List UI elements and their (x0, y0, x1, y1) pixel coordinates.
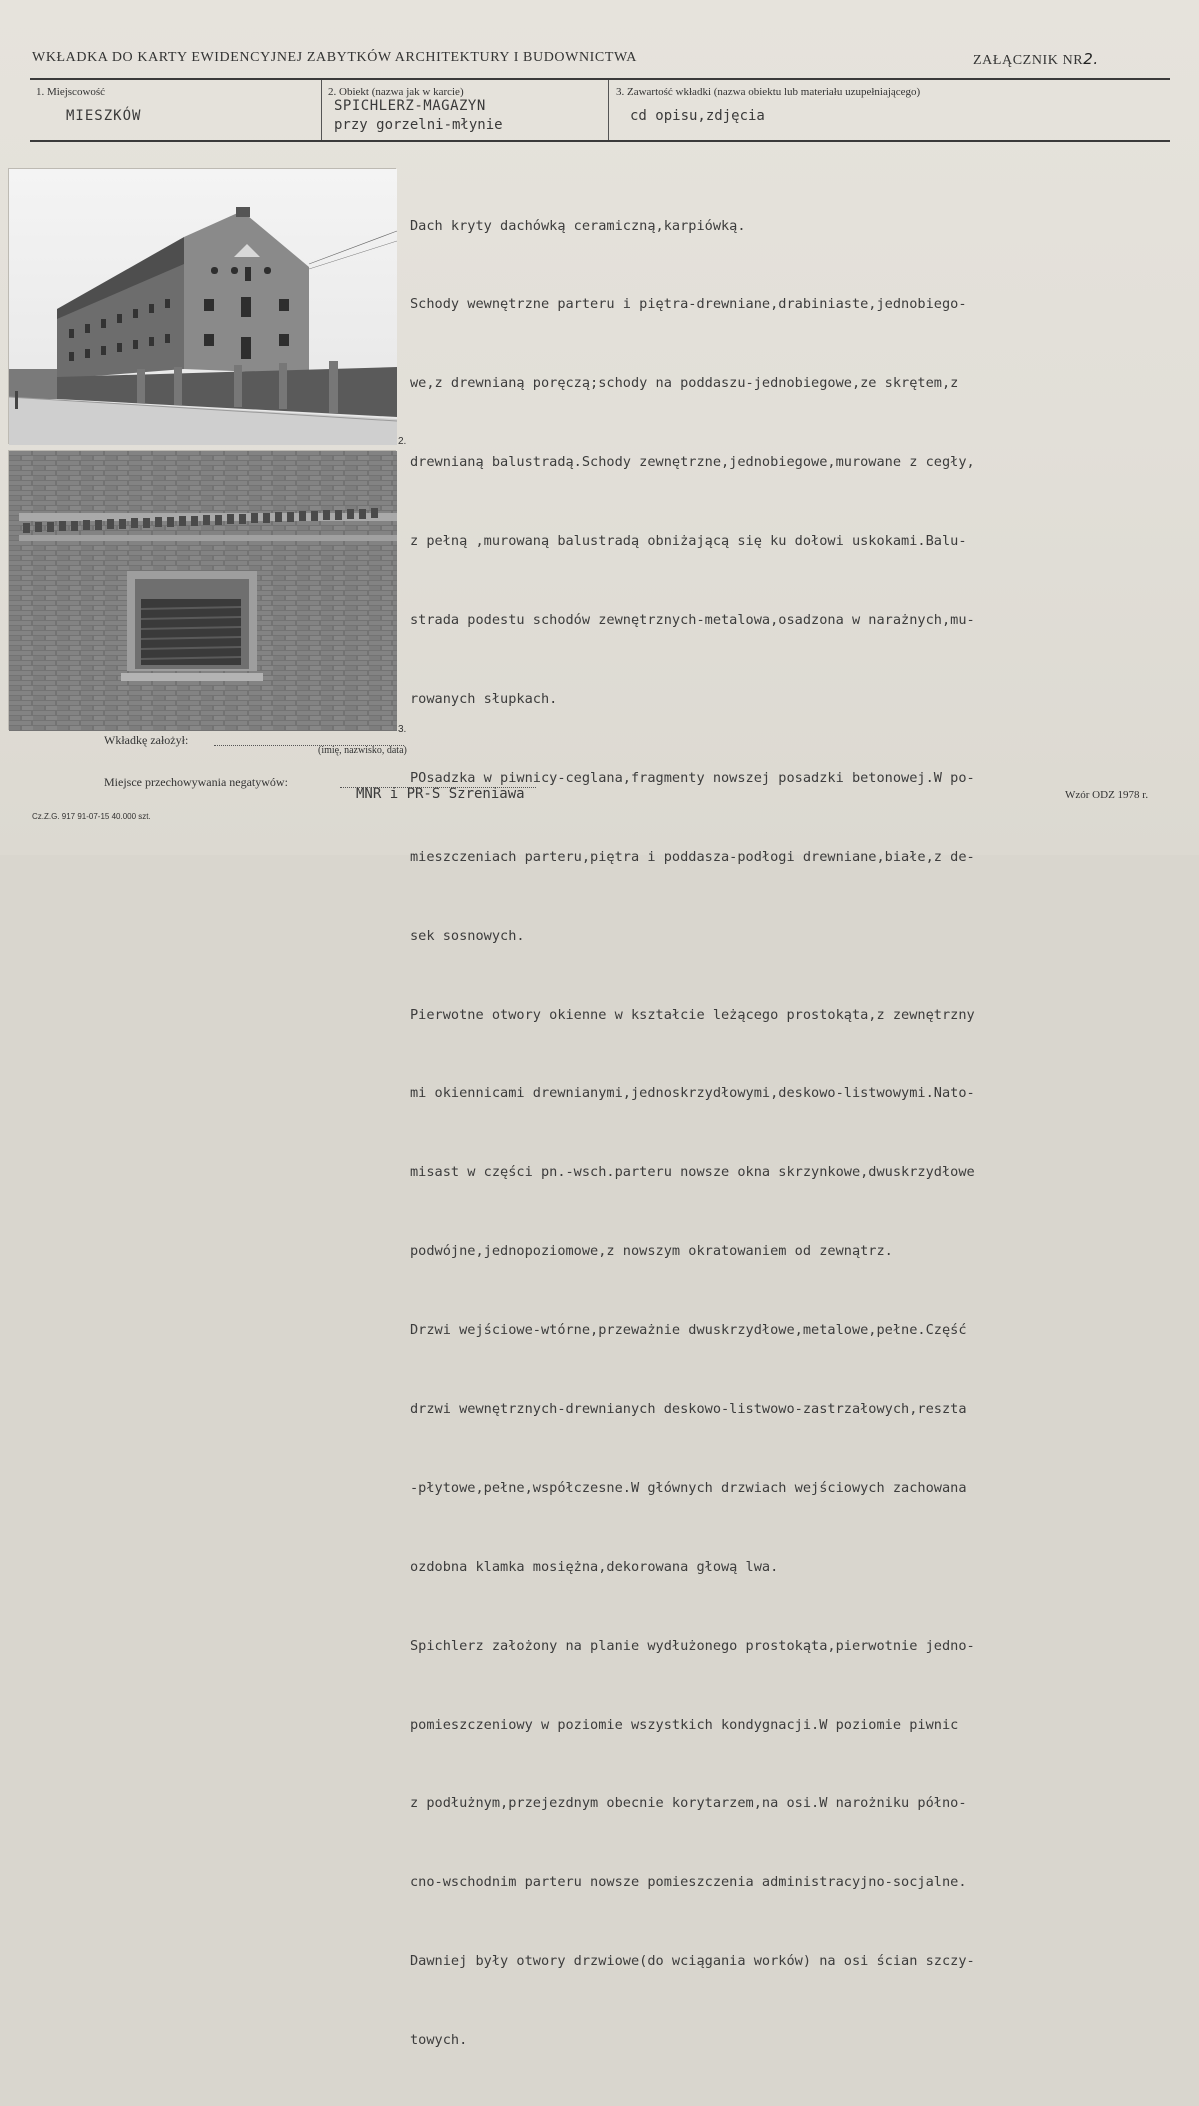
description-line: strada podestu schodów zewnętrznych-metalowa,osadzona w narażnych,mu- (410, 612, 975, 629)
print-info: Cz.Z.G. 917 91-07-15 40.000 szt. (32, 812, 151, 821)
photo-brick-wall-detail (8, 450, 396, 730)
description-line: sek sosnowych. (410, 927, 525, 944)
photo-number-second: 3. (398, 724, 407, 735)
description-line: drewnianą balustradą.Schody zewnętrzne,jednobiegowe,murowane z cegły, (410, 454, 975, 471)
description-line: Schody wewnętrzne parteru i piętra-drewniane,drabiniaste,jednobiego- (410, 296, 967, 313)
description-line: ozdobna klamka mosiężna,dekorowana głową lwa. (410, 1558, 779, 1575)
negatives-label: Miejsce przechowywania negatywów: (104, 775, 288, 789)
description-line: z podłużnym,przejezdnym obecnie korytarzem,na osi.W narożniku półno- (410, 1795, 967, 1812)
description-line: pomieszczeniowy w poziomie wszystkich kondygnacji.W poziomie piwnic (410, 1716, 959, 1733)
description-text (410, 160, 1170, 2106)
description-line: misast w części pn.-wsch.parteru nowsze okna skrzynkowe,dwuskrzydłowe (410, 1164, 975, 1181)
description-line: towych. (410, 2032, 468, 2049)
locality-label: 1. Miejscowość (36, 86, 106, 98)
description-line: rowanych słupkach. (410, 690, 558, 707)
content-label: 3. Zawartość wkładki (nazwa obiektu lub materiału uzupełniającego) (616, 86, 921, 98)
description-line: Dach kryty dachówką ceramiczną,karpiówką. (410, 217, 746, 234)
object-label: 2. Obiekt (nazwa jak w karcie) (328, 86, 464, 98)
description-line: Dawniej były otwory drzwiowe(do wciągania worków) na osi ścian szczy- (410, 1953, 975, 1970)
description-line: POsadzka w piwnicy-ceglana,fragmenty nowszej posadzki betonowej.W po- (410, 769, 975, 786)
header-rule-bottom (30, 140, 1170, 142)
description-line: drzwi wewnętrznych-drewnianych deskowo-listwowo-zastrzałowych,reszta (410, 1400, 967, 1417)
description-line: Spichlerz założony na planie wydłużonego prostokąta,pierwotnie jedno- (410, 1637, 975, 1654)
description-line: z pełną ,murowaną balustradą obniżającą się ku dołowi uskokami.Balu- (410, 533, 967, 550)
insert-author-label: Wkładkę założył: (104, 733, 189, 747)
object-value-line1: SPICHLERZ-MAGAZYN (334, 98, 486, 114)
attachment-number-value: 2. (1083, 50, 1099, 68)
header-rule-top (30, 78, 1170, 80)
negatives-value: MNR i PR-S Szreniawa (356, 786, 525, 802)
description-line: podwójne,jednopoziomowe,z nowszym okratowaniem od zewnątrz. (410, 1243, 893, 1260)
photo-granary-building (8, 168, 396, 444)
description-line: Drzwi wejściowe-wtórne,przeważnie dwuskrzydłowe,metalowe,pełne.Część (410, 1322, 967, 1339)
description-line: Pierwotne otwory okienne w kształcie leżącego prostokąta,z zewnętrzny (410, 1006, 975, 1023)
description-line: mieszczeniach parteru,piętra i poddasza-podłogi drewniane,białe,z de- (410, 848, 975, 865)
attachment-label: ZAŁĄCZNIK NR (973, 53, 1084, 68)
photo-number-first: 2. (398, 436, 407, 447)
form-title: WKŁADKA DO KARTY EWIDENCYJNEJ ZABYTKÓW ARCHITEKTURY I BUDOWNICTWA (32, 50, 637, 65)
field-divider (321, 80, 322, 140)
description-line: mi okiennicami drewnianymi,jednoskrzydłowymi,deskowo-listwowymi.Nato- (410, 1085, 975, 1102)
content-value: cd opisu,zdjęcia (630, 108, 765, 124)
description-line: -płytowe,pełne,współczesne.W głównych drzwiach wejściowych zachowana (410, 1479, 967, 1496)
insert-author-hint: (imię, nazwisko, data) (318, 745, 407, 756)
description-line: we,z drewnianą poręczą;schody na poddaszu-jednobiegowe,ze skrętem,z (410, 375, 959, 392)
object-value-line2: przy gorzelni-młynie (334, 117, 503, 133)
form-model: Wzór ODZ 1978 r. (1065, 789, 1149, 801)
description-line: cno-wschodnim parteru nowsze pomieszczenia administracyjno-socjalne. (410, 1874, 967, 1891)
locality-value: MIESZKÓW (66, 108, 142, 124)
attachment-number (973, 50, 1099, 69)
field-divider (608, 80, 609, 140)
